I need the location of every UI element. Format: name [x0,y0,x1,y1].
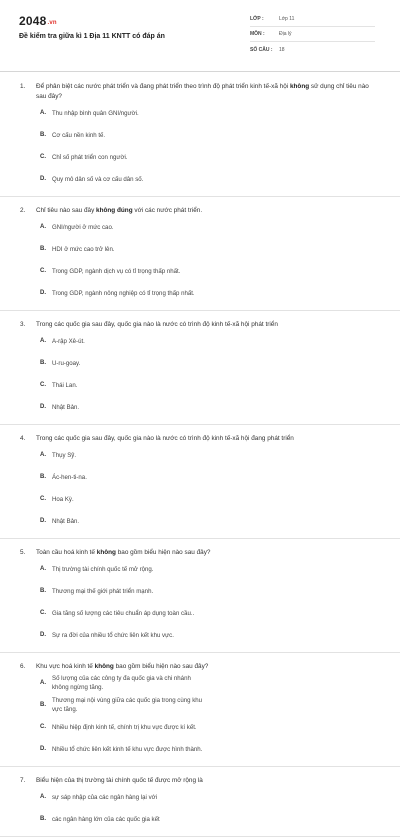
question-text [20,539,378,558]
answer-option[interactable] [40,260,212,282]
question-stem-text: Để phân biệt các nước phát triển và đang phát triển theo trình độ phát triển kinh tế-xã hội [36,83,290,90]
question-text [20,197,378,216]
answer-option[interactable] [40,602,212,624]
option-text: Nhật Bản. [52,403,80,411]
question-stem-text: bao gồm biểu hiện nào sau đây? [113,663,209,670]
question-text [20,425,378,444]
site-logo[interactable] [19,14,57,28]
question-emphasis: không [289,83,310,90]
meta-row [250,42,375,57]
answer-option[interactable] [40,786,212,808]
logo-main: 2048 [19,14,47,28]
answer-option[interactable] [40,124,212,146]
option-letter: B. [40,131,46,138]
question-item [0,767,400,837]
answer-option[interactable] [40,374,212,396]
question-stem [36,320,378,330]
option-letter: D. [40,631,46,638]
option-letter: A. [40,109,46,116]
question-item [0,653,400,767]
question-stem-text: Toàn cầu hoá kinh tế [36,549,97,556]
option-text: Thương mại thế giới phát triển mạnh. [52,587,154,595]
question-number: 3. [20,321,26,328]
question-text [20,311,378,330]
meta-row [250,27,375,42]
answer-options [20,444,378,538]
exam-meta-table [250,12,375,57]
question-number: 6. [20,663,26,670]
option-letter: D. [40,175,46,182]
answer-option[interactable] [40,396,212,418]
page-title: Đề kiểm tra giữa kì 1 Địa 11 KNTT có đáp án [19,33,165,40]
option-text: Nhật Bản. [52,517,80,525]
question-stem-text: Trong các quốc gia sau đây, quốc gia nào là nước có trình độ kinh tế-xã hội phát triển [36,321,278,328]
logo-suffix: .vn [47,20,57,26]
question-stem [36,548,378,558]
question-emphasis: không [96,549,116,556]
option-text: Nhiều hiệp định kinh tế, chính trị khu vực được kí kết. [52,723,197,731]
answer-option[interactable] [40,102,212,124]
answer-option[interactable] [40,488,212,510]
answer-option[interactable] [40,352,212,374]
question-text [20,73,378,102]
question-stem-text: với các nước phát triển. [132,207,203,214]
question-number: 2. [20,207,26,214]
option-letter: D. [40,403,46,410]
question-item [0,311,400,425]
option-text: Cơ cấu nền kinh tế. [52,131,106,139]
question-emphasis: không [94,663,114,670]
option-text: GNI/người ở mức cao. [52,223,114,231]
option-text: HDI ở mức cao trở lên. [52,245,115,253]
option-text: Quy mô dân số và cơ cấu dân số. [52,175,144,183]
answer-option[interactable] [40,282,212,304]
option-letter: B. [40,359,46,366]
question-number: 1. [20,83,26,90]
option-letter: B. [40,245,46,252]
option-letter: D. [40,517,46,524]
option-letter: B. [40,701,46,708]
question-number: 5. [20,549,26,556]
answer-option[interactable] [40,580,212,602]
option-text: Trong GDP, ngành nông nghiệp có tỉ trọng thấp nhất. [52,289,195,297]
option-text: Thu nhập bình quân GNI/người. [52,109,139,117]
answer-option[interactable] [40,146,212,168]
option-text: Thương mại nội vùng giữa các quốc gia trong cùng khu vực tăng. [52,697,203,713]
question-item [0,197,400,311]
option-text: U-ru-goay. [52,359,81,367]
option-letter: A. [40,337,46,344]
meta-row [250,12,375,27]
question-stem-text: Trong các quốc gia sau đây, quốc gia nào là nước có trình độ kinh tế-xã hội đang phát triển [36,435,294,442]
option-letter: C. [40,381,46,388]
option-letter: B. [40,587,46,594]
question-stem [36,662,378,672]
answer-options [20,786,378,836]
answer-options [20,330,378,424]
option-letter: D. [40,289,46,296]
question-number: 4. [20,435,26,442]
question-item [0,73,400,197]
answer-option[interactable] [40,510,212,532]
question-list [0,73,400,837]
question-stem [36,82,378,102]
question-stem [36,776,378,786]
option-text: Hoa Kỳ. [52,495,74,503]
answer-option[interactable] [40,716,212,738]
option-text: Thị trường tài chính quốc tế mở rộng. [52,565,154,573]
answer-option[interactable] [40,444,212,466]
answer-option[interactable] [40,558,212,580]
question-stem-text: sử dụng chỉ tiêu nào sau đây? [36,83,369,100]
option-letter: C. [40,609,46,616]
answer-options [20,558,378,652]
option-letter: B. [40,815,46,822]
question-emphasis: không đúng [96,207,133,214]
option-letter: A. [40,223,46,230]
meta-label: LỚP : [250,16,264,22]
question-number: 7. [20,777,26,784]
option-letter: D. [40,745,46,752]
question-item [0,425,400,539]
option-text: Số lượng của các công ty đa quốc gia và chi nhánh không ngừng tăng. [52,675,191,691]
option-text: Nhiều tổ chức liên kết kinh tế khu vực được hình thành. [52,745,203,753]
option-letter: C. [40,153,46,160]
answer-options [20,672,378,766]
answer-option[interactable] [40,672,212,694]
option-letter: A. [40,451,46,458]
answer-option[interactable] [40,694,212,716]
meta-value: Địa lý [279,31,292,37]
meta-label: SỐ CÂU : [250,46,273,53]
option-text: A-rập Xê-út. [52,337,85,345]
option-text: Trong GDP, ngành dịch vụ có tỉ trọng thấp nhất. [52,267,181,275]
answer-option[interactable] [40,168,212,190]
answer-option[interactable] [40,330,212,352]
question-stem [36,434,378,444]
answer-options [20,216,378,310]
option-text: Thái Lan. [52,381,78,389]
option-letter: C. [40,495,46,502]
page-header [0,0,400,72]
option-letter: A. [40,793,46,800]
option-letter: A. [40,679,46,686]
option-text: Sự ra đời của nhiều tổ chức liên kết khu vực. [52,631,174,639]
option-letter: A. [40,565,46,572]
answer-option[interactable] [40,808,212,830]
option-text: các ngân hàng lớn của các quốc gia kết [52,815,160,823]
option-letter: C. [40,267,46,274]
question-stem [36,206,378,216]
option-letter: C. [40,723,46,730]
answer-option[interactable] [40,466,212,488]
answer-option[interactable] [40,216,212,238]
option-text: Chỉ số phát triển con người. [52,153,128,161]
meta-value: Lớp 11 [279,16,295,22]
meta-label: MÔN : [250,31,265,37]
question-item [0,539,400,653]
question-stem-text: Chỉ tiêu nào sau đây [36,207,97,214]
question-stem-text: Khu vực hoá kinh tế [36,663,95,670]
question-text [20,653,378,672]
question-stem-text: Biểu hiện của thị trường tài chính quốc tế được mở rộng là [36,777,203,784]
answer-option[interactable] [40,624,212,646]
question-stem-text: bao gồm biểu hiện nào sau đây? [115,549,211,556]
option-text: Ác-hen-ti-na. [52,473,87,481]
answer-option[interactable] [40,238,212,260]
answer-options [20,102,378,196]
option-text: Thụy Sỹ. [52,451,77,459]
option-letter: B. [40,473,46,480]
option-text: sự sáp nhập của các ngân hàng lại với [52,793,157,801]
answer-option[interactable] [40,738,212,760]
question-text [20,767,378,786]
option-text: Gia tăng số lượng các tiêu chuẩn áp dụng toàn cầu.. [52,609,195,617]
meta-value: 18 [279,46,285,53]
